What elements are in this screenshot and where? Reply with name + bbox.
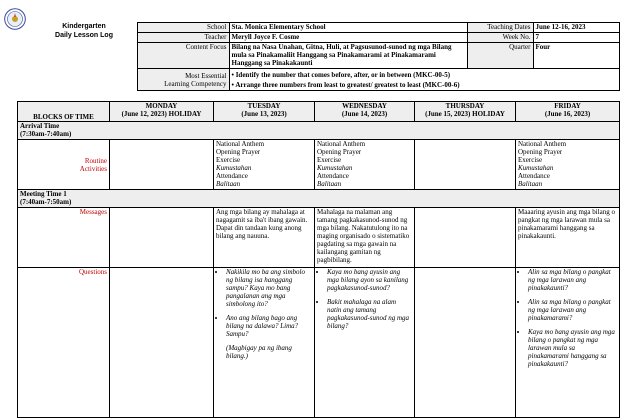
question-item: • Bakit mahalaga na alam natin ang tamang pagkakasunod-sunod ng mga bilang? xyxy=(327,298,412,330)
day-header-wednesday: WEDNESDAY (June 14, 2023) xyxy=(315,102,415,122)
messages-friday: Maaaring ayusin ang mga bilang o pangkat ng mga larawan mula sa pinakamarami hanggang sa pinakakaunti. xyxy=(516,208,620,268)
messages-thursday xyxy=(415,208,516,268)
messages-wednesday: Mahalaga na malaman ang tamang pagkakasunod-sunod ng mga bilang. Nakatutulong ito na maging organisado o sistematiko pagdating sa mga gawain na kailangang gamitan ng pagbibilang. xyxy=(315,208,415,268)
teacher-label: Teacher xyxy=(137,33,229,43)
questions-label: Questions xyxy=(18,268,110,418)
question-item: • Alin sa mga bilang o pangkat ng mga larawan ang pinakamarami? xyxy=(528,298,617,322)
meeting-time-section: Meeting Time 1 (7:40am-7:50am) xyxy=(18,190,620,208)
routine-activities-label: Routine Activities xyxy=(18,140,110,190)
question-item: • Kaya mo bang ayusin ang mga bilang ayon sa kanilang pagkakasunod-sunod? xyxy=(327,268,412,292)
arrival-time-section: Arrival Time (7:30am-7:40am) xyxy=(18,122,620,140)
day-header-monday: MONDAY (June 12, 2023) HOLIDAY xyxy=(110,102,214,122)
quarter-label: Quarter xyxy=(467,43,533,69)
questions-monday xyxy=(110,268,214,418)
teaching-dates-label: Teaching Dates xyxy=(467,23,533,33)
day-header-tuesday: TUESDAY (June 13, 2023) xyxy=(214,102,315,122)
teaching-dates-value: June 12-16, 2023 xyxy=(533,23,619,33)
routine-wednesday: National Anthem Opening Prayer Exercise Kumustahan Attendance Balitaan xyxy=(315,140,415,190)
title-line-2: Daily Lesson Log xyxy=(55,32,113,39)
content-focus-value: Bilang na Nasa Unahan, Gitna, Huli, at Pagsusunod-sunod ng mga Bilang mula sa Pinakamaliit Hanggang sa Pinakamarami at Pinakamarami Hanggang sa Pinakakaunti xyxy=(229,43,467,69)
header-table xyxy=(17,22,620,91)
week-value: 7 xyxy=(533,33,619,43)
day-header-thursday: THURSDAY (June 15, 2023) HOLIDAY xyxy=(415,102,516,122)
routine-tuesday: National Anthem Opening Prayer Exercise Kumustahan Attendance Balitaan xyxy=(214,140,315,190)
day-header-friday: FRIDAY (June 16, 2023) xyxy=(516,102,620,122)
competency-item: • Arrange three numbers from least to greatest/ greatest to least (MKC-00-6) xyxy=(231,80,460,89)
routine-thursday xyxy=(415,140,516,190)
content-focus-label: Content Focus xyxy=(137,43,229,69)
lesson-table xyxy=(17,101,620,418)
week-label: Week No. xyxy=(467,33,533,43)
messages-monday xyxy=(110,208,214,268)
competency-list xyxy=(229,69,619,91)
routine-friday: National Anthem Opening Prayer Exercise Kumustahan Attendance Balitaan xyxy=(516,140,620,190)
messages-tuesday: Ang mga bilang ay mahalaga at nagagamit sa iba't ibang gawain. Dapat din tandaan kung anong bilang ang nauuna. xyxy=(214,208,315,268)
questions-tuesday xyxy=(214,268,315,418)
school-label: School xyxy=(137,23,229,33)
school-value: Sta. Monica Elementary School xyxy=(229,23,467,33)
blocks-of-time-header: BLOCKS OF TIME xyxy=(18,102,110,122)
competency-item: • Identify the number that comes before, after, or in between (MKC-00-5) xyxy=(231,70,451,79)
questions-friday xyxy=(516,268,620,418)
teacher-value: Meryll Joyce F. Cosme xyxy=(229,33,467,43)
quarter-value: Four xyxy=(533,43,619,69)
questions-wednesday xyxy=(315,268,415,418)
title-line-1: Kindergarten xyxy=(62,23,106,30)
question-note: (Magbigay pa ng ibang bilang.) xyxy=(226,344,292,360)
question-item: • Kaya mo bang ayusin ang mga bilang o pangkat ng mga larawan mula sa pinakamarami hanggang sa pinakakaunti? xyxy=(528,328,617,368)
question-item: • Nakikila mo ba ang simbolo ng bilang isa hanggang sampu? Kaya mo bang pangalanan ang mga simbolong ito? xyxy=(226,268,312,308)
question-item: • Ano ang bilang bago ang bilang na dalawa? Lima? Sampu? xyxy=(226,314,312,338)
messages-label: Messages xyxy=(18,208,110,268)
competency-label: Most Essential Learning Competency xyxy=(137,69,229,91)
question-item: • Alin sa mga bilang o pangkat ng mga larawan ang pinakakaunti? xyxy=(528,268,617,292)
routine-monday xyxy=(110,140,214,190)
questions-thursday xyxy=(415,268,516,418)
